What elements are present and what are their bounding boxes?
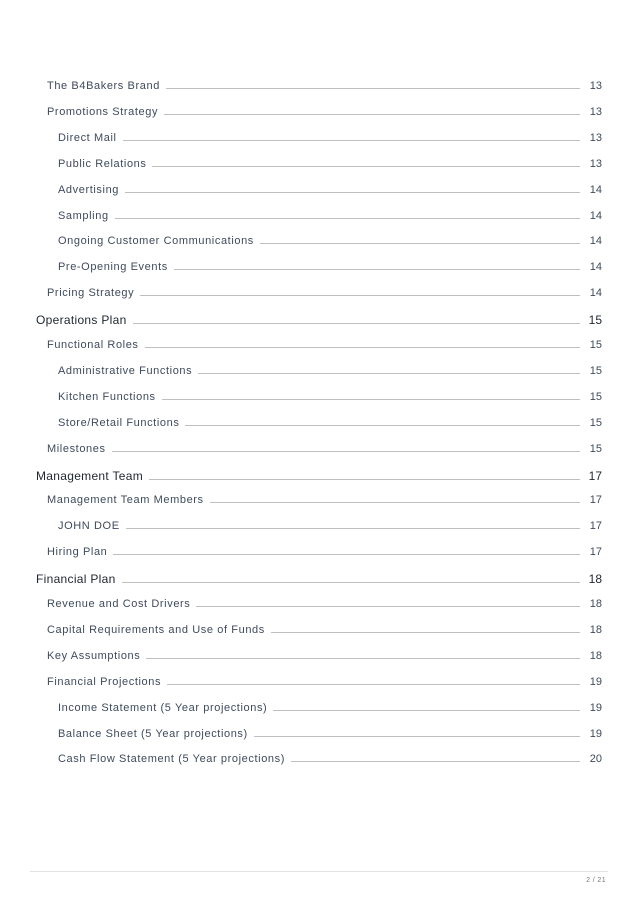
toc-entry[interactable] bbox=[58, 184, 602, 200]
toc-entry-page-number: 13 bbox=[589, 105, 602, 118]
toc-entry-label: Administrative Functions bbox=[58, 364, 193, 377]
toc-entry-label: Functional Roles bbox=[47, 339, 139, 351]
toc-leader-line bbox=[164, 114, 580, 115]
toc-entry-page-number: 14 bbox=[589, 183, 602, 196]
toc-entry[interactable] bbox=[47, 676, 602, 692]
toc-leader-line bbox=[125, 192, 580, 193]
toc-entry-page-number: 14 bbox=[589, 235, 602, 248]
toc-entry[interactable] bbox=[58, 132, 602, 148]
toc-leader-line bbox=[140, 295, 580, 296]
toc-entry-page-number: 18 bbox=[589, 623, 602, 636]
toc-leader-line bbox=[112, 451, 580, 452]
toc-entry-page-number: 17 bbox=[589, 520, 602, 533]
toc-entry-page-number: 17 bbox=[589, 494, 602, 507]
toc-entry-page-number: 14 bbox=[589, 261, 602, 274]
toc-entry-page-number: 13 bbox=[589, 80, 602, 92]
toc-leader-line bbox=[167, 684, 580, 685]
toc-leader-line bbox=[123, 140, 580, 141]
toc-entry-label: Store/Retail Functions bbox=[58, 416, 180, 429]
toc-leader-line bbox=[166, 88, 580, 89]
toc-leader-line bbox=[126, 528, 580, 529]
toc-entry-page-number: 18 bbox=[589, 649, 602, 662]
toc-entry-label: Management Team bbox=[36, 468, 144, 483]
toc-entry-label: JOHN DOE bbox=[58, 520, 120, 533]
toc-leader-line bbox=[273, 710, 580, 711]
toc-entry[interactable] bbox=[36, 572, 602, 588]
toc-entry-label: Ongoing Customer Communications bbox=[58, 235, 254, 248]
toc-entry[interactable] bbox=[47, 494, 602, 510]
toc-entry-label: Hiring Plan bbox=[47, 546, 108, 559]
toc-entry-page-number: 13 bbox=[589, 157, 602, 170]
toc-entry[interactable] bbox=[47, 546, 602, 562]
toc-entry-page-number: 19 bbox=[589, 675, 602, 688]
toc-entry-label: Balance Sheet (5 Year projections) bbox=[58, 727, 248, 740]
toc-leader-line bbox=[198, 373, 580, 374]
toc-entry-label: Capital Requirements and Use of Funds bbox=[47, 623, 265, 636]
toc-entry-label: Pricing Strategy bbox=[47, 287, 135, 300]
toc-leader-line bbox=[271, 632, 580, 633]
toc-entry-label: Income Statement (5 Year projections) bbox=[58, 701, 268, 714]
toc-entry-page-number: 15 bbox=[589, 364, 602, 377]
toc-leader-line bbox=[122, 582, 580, 583]
toc-entry[interactable] bbox=[58, 417, 602, 433]
toc-entry-page-number: 14 bbox=[589, 287, 602, 300]
toc-entry-label: Pre-Opening Events bbox=[58, 261, 168, 274]
toc-entry-page-number: 17 bbox=[589, 546, 602, 559]
toc-entry-label: Promotions Strategy bbox=[47, 105, 159, 118]
toc-entry-label: Public Relations bbox=[58, 157, 147, 170]
toc-entry[interactable] bbox=[36, 313, 602, 329]
toc-entry-label: Revenue and Cost Drivers bbox=[47, 598, 191, 610]
toc-leader-line bbox=[291, 761, 580, 762]
toc-leader-line bbox=[149, 479, 580, 480]
toc-entry[interactable] bbox=[58, 728, 602, 744]
toc-entry-page-number: 19 bbox=[589, 727, 602, 740]
toc-entry-label: Kitchen Functions bbox=[58, 390, 156, 403]
toc-entry-label: Advertising bbox=[58, 183, 120, 196]
toc-leader-line bbox=[133, 323, 580, 324]
toc-entry-label: Direct Mail bbox=[58, 131, 117, 144]
toc-entry[interactable] bbox=[58, 520, 602, 536]
toc-leader-line bbox=[174, 269, 580, 270]
toc-leader-line bbox=[145, 347, 580, 348]
toc-entry-label: Management Team Members bbox=[47, 494, 204, 507]
toc-entry[interactable] bbox=[58, 210, 602, 226]
toc-entry[interactable] bbox=[47, 106, 602, 122]
toc-leader-line bbox=[260, 243, 580, 244]
toc-entry[interactable] bbox=[58, 391, 602, 407]
toc-leader-line bbox=[146, 658, 580, 659]
toc-entry-label: The B4Bakers Brand bbox=[47, 80, 160, 92]
toc-entry[interactable] bbox=[47, 339, 602, 355]
toc-entry-page-number: 15 bbox=[589, 442, 602, 455]
toc-entry-page-number: 18 bbox=[588, 572, 602, 587]
toc-entry[interactable] bbox=[47, 443, 602, 459]
toc-entry[interactable] bbox=[47, 287, 602, 303]
toc-entry-page-number: 14 bbox=[589, 209, 602, 222]
toc-entry[interactable] bbox=[47, 650, 602, 666]
toc-leader-line bbox=[254, 736, 580, 737]
footer-divider bbox=[30, 871, 608, 872]
toc-leader-line bbox=[196, 606, 580, 607]
toc-entry-page-number: 18 bbox=[589, 598, 602, 610]
toc-leader-line bbox=[210, 502, 580, 503]
toc-entry[interactable] bbox=[58, 753, 602, 769]
toc-entry-page-number: 20 bbox=[589, 753, 602, 766]
toc-entry-label: Key Assumptions bbox=[47, 649, 141, 662]
toc-entry-label: Cash Flow Statement (5 Year projections) bbox=[58, 753, 285, 766]
toc-entry-page-number: 17 bbox=[588, 468, 602, 483]
toc-entry[interactable] bbox=[36, 469, 602, 485]
toc-leader-line bbox=[115, 218, 580, 219]
toc-entry-page-number: 15 bbox=[589, 416, 602, 429]
toc-entry-page-number: 15 bbox=[589, 339, 602, 351]
toc-entry-label: Operations Plan bbox=[36, 313, 127, 328]
page-number-indicator: 2 / 21 bbox=[586, 877, 606, 884]
toc-entry-page-number: 19 bbox=[589, 701, 602, 714]
toc-entry[interactable] bbox=[58, 365, 602, 381]
toc-entry-page-number: 13 bbox=[589, 131, 602, 144]
toc-entry-label: Sampling bbox=[58, 209, 109, 222]
toc-entry[interactable] bbox=[58, 158, 602, 174]
toc-entry[interactable] bbox=[47, 598, 602, 614]
toc-entry-label: Milestones bbox=[47, 442, 106, 455]
toc-entry[interactable] bbox=[47, 624, 602, 640]
toc-leader-line bbox=[185, 425, 580, 426]
toc-leader-line bbox=[162, 399, 580, 400]
toc-entry[interactable] bbox=[47, 80, 602, 96]
toc-entry-page-number: 15 bbox=[588, 313, 602, 328]
toc-leader-line bbox=[152, 166, 580, 167]
toc-entry-label: Financial Projections bbox=[47, 675, 162, 688]
toc-entry-label: Financial Plan bbox=[36, 572, 116, 587]
toc-entry[interactable] bbox=[58, 235, 602, 251]
toc-entry[interactable] bbox=[58, 702, 602, 718]
toc-entry[interactable] bbox=[58, 261, 602, 277]
toc-entry-page-number: 15 bbox=[589, 390, 602, 403]
toc-leader-line bbox=[113, 554, 580, 555]
